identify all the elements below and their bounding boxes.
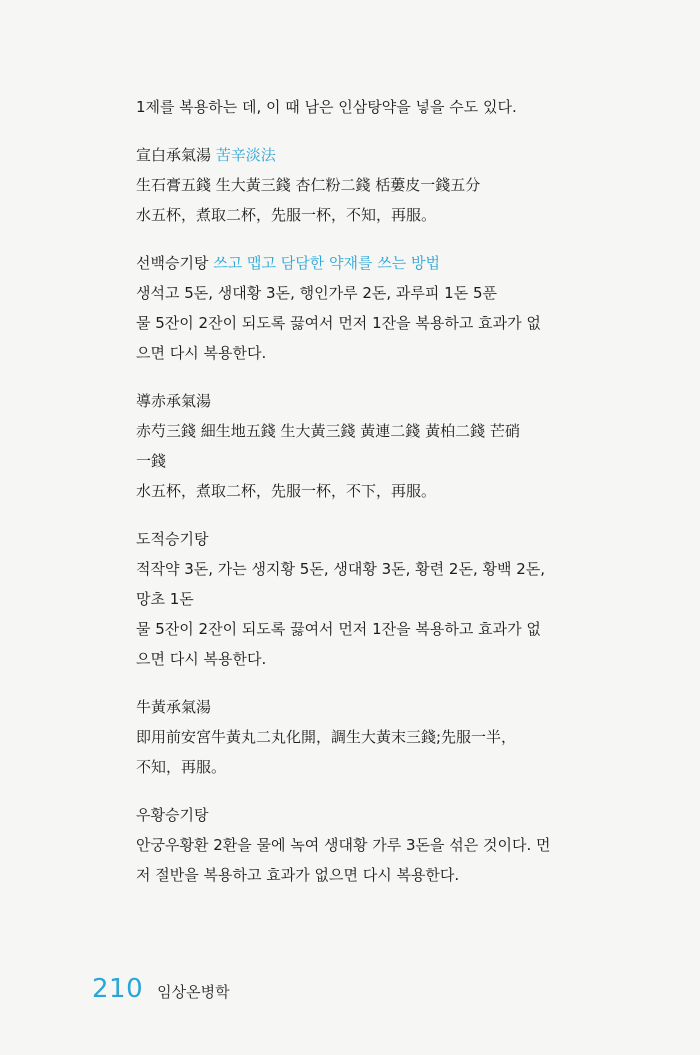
formula-subtitle: 쓰고 맵고 담담한 약재를 쓰는 방법 xyxy=(213,254,440,272)
ingredient-line: 망초 1돈 xyxy=(136,590,194,608)
instruction-line: 저 절반을 복용하고 효과가 없으면 다시 복용한다. xyxy=(136,866,460,884)
formula-title: 牛黃承氣湯 xyxy=(136,698,212,716)
instruction-line: 水五杯，煮取二杯，先服一杯，不知，再服。 xyxy=(136,206,437,224)
page-number: 210 xyxy=(92,974,144,1004)
instruction-line: 으면 다시 복용한다. xyxy=(136,650,267,668)
instruction-line: 으면 다시 복용한다. xyxy=(136,344,267,362)
book-title: 임상온병학 xyxy=(157,983,230,1001)
formula-title: 도적승기탕 xyxy=(136,530,209,548)
formula-title: 우황승기탕 xyxy=(136,806,209,824)
formula-title: 導赤承氣湯 xyxy=(136,392,212,410)
ingredient-line: 생석고 5돈, 생대황 3돈, 행인가루 2돈, 과루피 1돈 5푼 xyxy=(136,284,497,302)
instruction-line: 即用前安宮牛黃丸二丸化開，調生大黃末三錢;先服一半， xyxy=(136,728,517,746)
ingredient-line: 一錢 xyxy=(136,452,167,470)
instruction-line: 물 5잔이 2잔이 되도록 끓여서 먼저 1잔을 복용하고 효과가 없 xyxy=(136,620,541,638)
instruction-line: 안궁우황환 2환을 물에 녹여 생대황 가루 3돈을 섞은 것이다. 먼 xyxy=(136,836,551,854)
instruction-line: 不知，再服。 xyxy=(136,758,227,776)
formula-title: 宣白承氣湯 xyxy=(136,146,212,164)
ingredient-line: 赤芍三錢 細生地五錢 生大黃三錢 黃連二錢 黃柏二錢 芒硝 xyxy=(136,422,520,440)
page-footer xyxy=(92,974,230,1004)
instruction-line: 물 5잔이 2잔이 되도록 끓여서 먼저 1잔을 복용하고 효과가 없 xyxy=(136,314,541,332)
intro-line: 1제를 복용하는 데, 이 때 남은 인삼탕약을 넣을 수도 있다. xyxy=(136,98,517,116)
formula-title: 선백승기탕 xyxy=(136,254,209,272)
ingredient-line: 生石膏五錢 生大黃三錢 杏仁粉二錢 栝蔞皮一錢五分 xyxy=(136,176,481,194)
body-text xyxy=(136,92,616,890)
ingredient-line: 적작약 3돈, 가는 생지황 5돈, 생대황 3돈, 황련 2돈, 황백 2돈, xyxy=(136,560,546,578)
formula-subtitle: 苦辛淡法 xyxy=(215,146,276,164)
instruction-line: 水五杯，煮取二杯，先服一杯，不下，再服。 xyxy=(136,482,437,500)
formula-heading xyxy=(136,140,616,170)
formula-heading xyxy=(136,248,616,278)
